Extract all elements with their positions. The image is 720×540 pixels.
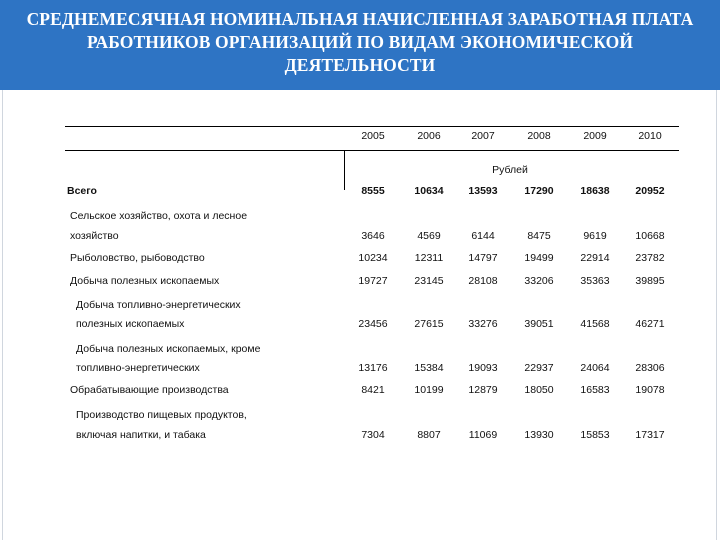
row-label-continued: хозяйство xyxy=(70,230,119,242)
table-cell: 8421 xyxy=(361,384,385,396)
title-line-1: СРЕДНЕМЕСЯЧНАЯ НОМИНАЛЬНАЯ НАЧИСЛЕННАЯ ЗАРАБОТНАЯ ПЛАТА xyxy=(26,9,694,29)
table-cell: 6144 xyxy=(471,230,495,242)
table-cell: 23145 xyxy=(414,275,444,287)
title-banner xyxy=(0,0,720,90)
year-header-2006: 2006 xyxy=(417,130,441,142)
table-cell: 4569 xyxy=(417,230,441,242)
table-cell: 27615 xyxy=(414,318,444,330)
table-cell: 13593 xyxy=(468,185,498,197)
table-column-divider xyxy=(344,150,345,190)
table-cell: 22937 xyxy=(524,362,554,374)
table-cell: 35363 xyxy=(580,275,610,287)
table-cell: 20952 xyxy=(635,185,665,197)
table-cell: 46271 xyxy=(635,318,665,330)
row-label-continued: топливно-энергетических xyxy=(76,362,200,374)
table-cell: 19078 xyxy=(635,384,665,396)
table-header-rule xyxy=(65,150,679,151)
table-cell: 10199 xyxy=(414,384,444,396)
table-cell: 41568 xyxy=(580,318,610,330)
row-label: Сельское хозяйство, охота и лесное xyxy=(70,210,248,222)
year-header-2008: 2008 xyxy=(527,130,551,142)
table-cell: 33276 xyxy=(468,318,498,330)
slide-title xyxy=(0,8,720,77)
table-cell: 7304 xyxy=(361,429,385,441)
table-cell: 28306 xyxy=(635,362,665,374)
row-label: Всего xyxy=(67,185,97,197)
table-cell: 17317 xyxy=(635,429,665,441)
table-cell: 13930 xyxy=(524,429,554,441)
table-cell: 15853 xyxy=(580,429,610,441)
row-label-continued: включая напитки, и табака xyxy=(76,429,206,441)
table-cell: 22914 xyxy=(580,252,610,264)
year-header-2010: 2010 xyxy=(638,130,662,142)
row-label: Рыболовство, рыбоводство xyxy=(70,252,205,264)
table-cell: 3646 xyxy=(361,230,385,242)
table-cell: 15384 xyxy=(414,362,444,374)
table-cell: 28108 xyxy=(468,275,498,287)
table-cell: 10668 xyxy=(635,230,665,242)
table-cell: 17290 xyxy=(524,185,554,197)
year-header-2005: 2005 xyxy=(361,130,385,142)
table-top-rule xyxy=(65,126,679,127)
row-label: Обрабатывающие производства xyxy=(70,384,229,396)
table-cell: 8807 xyxy=(417,429,441,441)
row-label: Производство пищевых продуктов, xyxy=(76,409,247,421)
table-cell: 12311 xyxy=(414,252,444,264)
table-cell: 16583 xyxy=(580,384,610,396)
table-cell: 19093 xyxy=(468,362,498,374)
table-cell: 9619 xyxy=(583,230,607,242)
table-cell: 23782 xyxy=(635,252,665,264)
table-cell: 23456 xyxy=(358,318,388,330)
year-header-2009: 2009 xyxy=(583,130,607,142)
table-cell: 19727 xyxy=(358,275,388,287)
frame-border-left xyxy=(2,90,3,540)
table-cell: 39051 xyxy=(524,318,554,330)
table-cell: 19499 xyxy=(524,252,554,264)
table-cell: 8475 xyxy=(527,230,551,242)
table-cell: 8555 xyxy=(361,185,385,197)
table-cell: 18050 xyxy=(524,384,554,396)
table-cell: 39895 xyxy=(635,275,665,287)
row-label: Добыча топливно-энергетических xyxy=(76,299,241,311)
table-cell: 18638 xyxy=(580,185,610,197)
table-cell: 33206 xyxy=(524,275,554,287)
row-label: Добыча полезных ископаемых xyxy=(70,275,220,287)
year-header-2007: 2007 xyxy=(471,130,495,142)
row-label-continued: полезных ископаемых xyxy=(76,318,185,330)
title-line-3: ДЕЯТЕЛЬНОСТИ xyxy=(284,55,436,75)
title-line-2: РАБОТНИКОВ ОРГАНИЗАЦИЙ ПО ВИДАМ ЭКОНОМИЧЕСКОЙ xyxy=(86,32,634,52)
table-cell: 10234 xyxy=(358,252,388,264)
table-cell: 12879 xyxy=(468,384,498,396)
table-cell: 11069 xyxy=(468,429,498,441)
table-cell: 10634 xyxy=(414,185,444,197)
frame-border-right xyxy=(716,90,717,540)
table-cell: 24064 xyxy=(580,362,610,374)
unit-label: Рублей xyxy=(492,164,528,176)
row-label: Добыча полезных ископаемых, кроме xyxy=(76,343,261,355)
table-cell: 13176 xyxy=(358,362,388,374)
table-cell: 14797 xyxy=(468,252,498,264)
